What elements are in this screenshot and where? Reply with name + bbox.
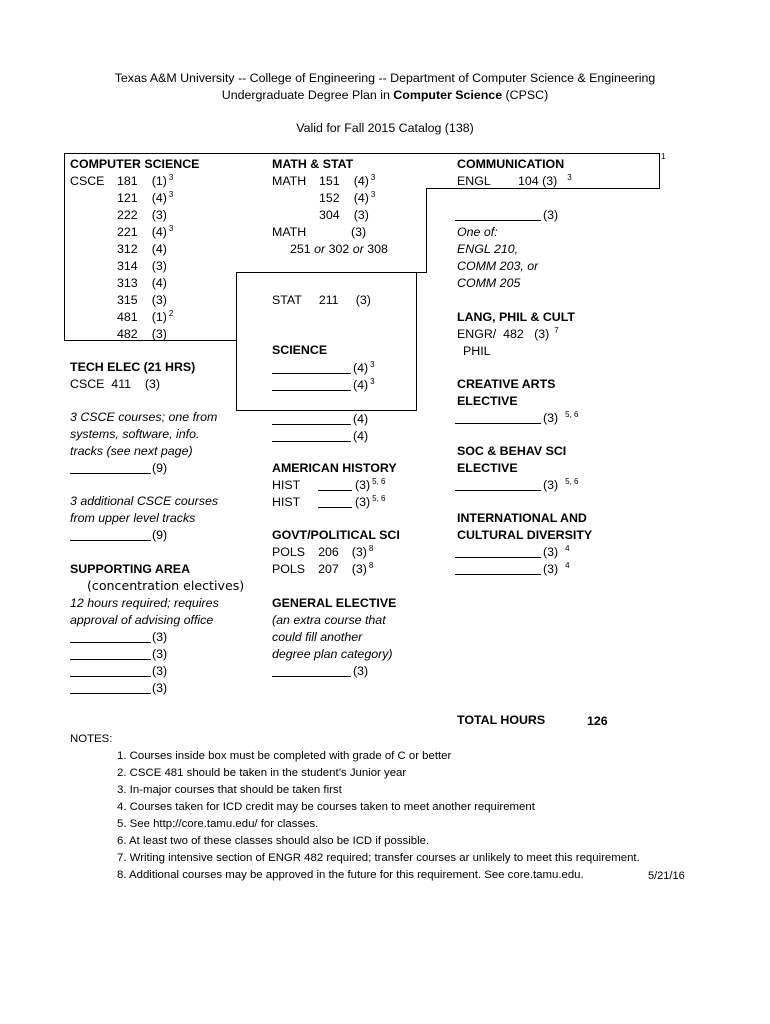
govt-course: POLS 207 (3) $^8$ [272,561,374,576]
stat-course: STAT 211 (3) [272,293,371,307]
cs-course: 313 (4) [117,276,167,290]
supporting-text: 12 hours required; requires [70,596,219,610]
comm-oneof: COMM 203, or [457,259,539,273]
general-text: could fill another [272,630,363,644]
tech-text: systems, software, info. [70,427,200,441]
tech-text: 3 CSCE courses; one from [70,410,218,424]
history-label: HIST [272,495,301,509]
general-text: (an extra course that [272,613,386,627]
history-hrs: (3) $^{5, 6}$ [355,494,386,509]
cs-course: 312 (4) [117,242,167,256]
comm-oneof: ENGL 210, [457,242,519,256]
supporting-blank[interactable] [70,664,151,677]
tech-blank-2-hrs: (9) [152,528,168,542]
soc-heading: SOC & BEHAV SCI [457,444,567,458]
supporting-blank[interactable] [70,630,151,643]
tech-course: CSCE 411 (3) [70,377,160,391]
supporting-hrs: (3) [152,647,168,661]
lang-phil: PHIL [463,344,491,358]
general-hrs: (3) [353,664,369,678]
math-prefix: MATH [272,174,307,188]
history-label: HIST [272,478,301,492]
catalog-valid: Valid for Fall 2015 Catalog (138) [296,121,474,135]
history-blank[interactable] [318,478,352,491]
arts-heading: ELECTIVE [457,394,518,408]
tech-text: tracks (see next page) [70,444,193,458]
total-value: 126 [587,714,608,728]
lang-heading: LANG, PHIL & CULT [457,310,575,324]
govt-heading: GOVT/POLITICAL SCI [272,528,400,542]
icd-heading: CULTURAL DIVERSITY [457,528,593,542]
history-blank[interactable] [318,495,352,508]
science-blank[interactable] [272,378,351,391]
cs-course: 121 (4) $^3$ [117,190,174,205]
history-heading: AMERICAN HISTORY [272,461,397,475]
note-item: 1. Courses inside box must be completed with grade of C or better [117,750,452,762]
icd-blank[interactable] [455,545,541,558]
cs-course: 314 (3) [117,259,167,273]
cs-heading: COMPUTER SCIENCE [70,157,200,171]
tech-text: from upper level tracks [70,511,196,525]
science-hrs: (4) [353,429,369,443]
header-subtitle: Undergraduate Degree Plan in Computer Science (CPSC) [221,88,549,102]
box-footnote: 1 [661,152,666,161]
note-item: 3. In-major courses that should be taken first [117,784,342,796]
tech-text: 3 additional CSCE courses [70,494,219,508]
history-hrs: (3) $^{5, 6}$ [355,477,386,492]
cs-course: 181 (1) $^3$ [117,173,174,188]
math-heading: MATH & STAT [272,157,354,171]
general-text: degree plan category) [272,647,393,661]
science-blank[interactable] [272,429,351,442]
science-hrs: (4) $^3$ [353,360,375,375]
cs-course: 315 (3) [117,293,167,307]
math-2-prefix: MATH [272,225,307,239]
icd-blank[interactable] [455,562,541,575]
lang-course: ENGR/ 482 (3) $^7$ [457,326,559,341]
supporting-blank[interactable] [70,647,151,660]
cs-course: 481 (1) $^2$ [117,309,174,324]
arts-hrs: (3) $^{5, 6}$ [543,410,579,425]
icd-hrs: (3) $^4$ [543,561,570,576]
comm-course-prefix: ENGL [457,174,491,188]
comm-blank-hrs: (3) [543,208,559,222]
soc-blank[interactable] [455,478,541,491]
science-blank[interactable] [272,412,351,425]
math-course: 304 (3) [319,208,369,222]
science-hrs: (4) [353,412,369,426]
note-item: 8. Additional courses may be approved in the future for this requirement. See core.tamu.edu. [117,869,584,881]
supporting-hrs: (3) [152,630,168,644]
science-blank[interactable] [272,361,351,374]
supporting-hrs: (3) [152,664,168,678]
note-item: 5. See http://core.tamu.edu/ for classes. [117,818,319,830]
math-2-hrs: (3) [351,225,367,239]
supporting-blank[interactable] [70,681,151,694]
note-item: 2. CSCE 481 should be taken in the student’s Junior year [117,767,407,779]
note-item: 7. Writing intensive section of ENGR 482 required; transfer courses ar unlikely to meet this requirement. [117,852,640,864]
revision-date: 5/21/16 [648,870,685,882]
soc-hrs: (3) $^{5, 6}$ [543,477,579,492]
math-course: 152 (4) $^3$ [319,190,376,205]
total-label: TOTAL HOURS [457,713,546,727]
comm-course: 104 (3) $^3$ [518,173,572,188]
supporting-text: approval of advising office [70,613,214,627]
icd-hrs: (3) $^4$ [543,544,570,559]
science-hrs: (4) $^3$ [353,377,375,392]
tech-blank-1[interactable] [70,461,151,474]
math-2-choices: 251 or 302 or 308 [290,242,388,256]
arts-heading: CREATIVE ARTS [457,377,556,391]
comm-blank[interactable] [455,208,541,221]
arts-blank[interactable] [455,411,541,424]
tech-blank-2[interactable] [70,528,151,541]
cs-course: 222 (3) [117,208,167,222]
icd-heading: INTERNATIONAL AND [457,511,587,525]
cs-prefix: CSCE [70,174,105,188]
supporting-heading: SUPPORTING AREA [70,562,191,576]
comm-oneof: COMM 205 [457,276,521,290]
comm-heading: COMMUNICATION [457,157,565,171]
supporting-sub: (concentration electives) [87,578,245,593]
tech-heading: TECH ELEC (21 HRS) [70,360,196,374]
general-blank[interactable] [272,664,351,677]
govt-course: POLS 206 (3) $^8$ [272,544,374,559]
note-item: 6. At least two of these classes should also be ICD if possible. [117,835,430,847]
notes-heading: NOTES: [70,733,113,745]
cs-course: 482 (3) [117,327,167,341]
cs-course: 221 (4) $^3$ [117,224,174,239]
soc-heading: ELECTIVE [457,461,518,475]
header-title: Texas A&M University -- College of Engineering -- Department of Computer Science & Engineering [114,71,656,85]
general-heading: GENERAL ELECTIVE [272,596,397,610]
supporting-hrs: (3) [152,681,168,695]
science-heading: SCIENCE [272,343,328,357]
tech-blank-1-hrs: (9) [152,461,168,475]
math-course: 151 (4) $^3$ [319,173,376,188]
note-item: 4. Courses taken for ICD credit may be courses taken to meet another requirement [117,801,535,813]
comm-oneof: One of: [457,225,498,239]
